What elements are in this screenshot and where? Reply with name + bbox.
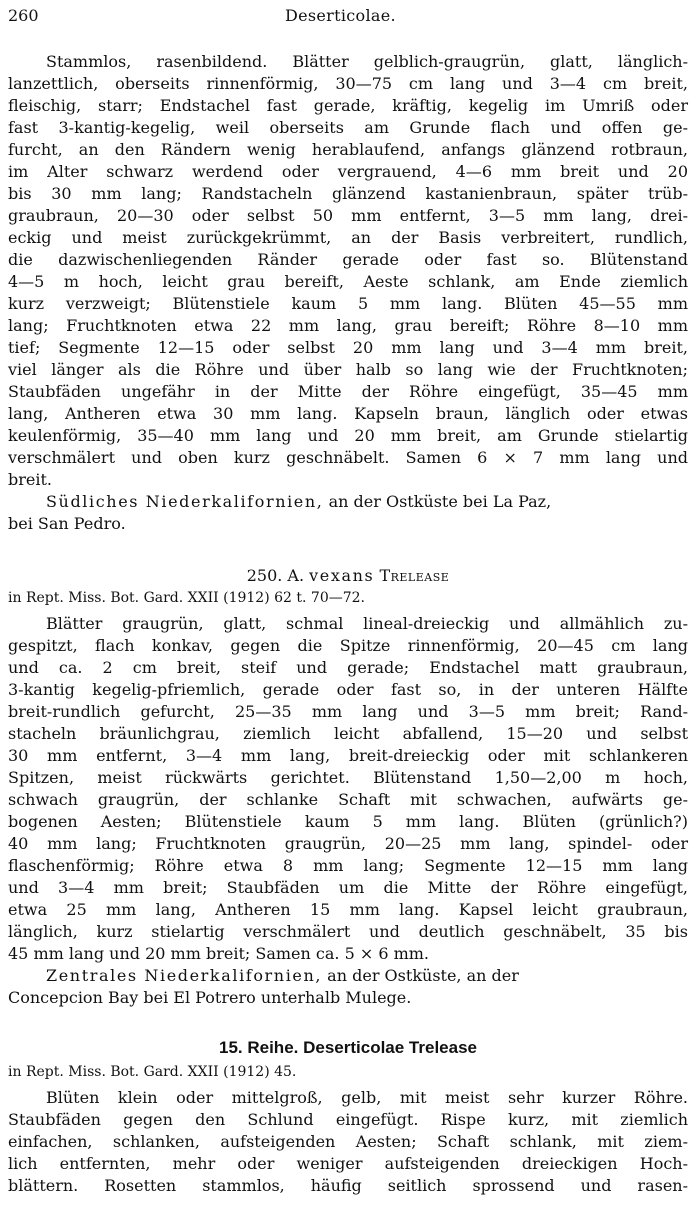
- locality-line-2: Concepcion Bay bei El Potrero unterhalb Mulege.: [8, 988, 412, 1007]
- text-line: flaschenförmig; Röhre etwa 8 mm lang; Segmente 12—15 mm lang: [8, 856, 688, 875]
- locality-detail: an der Ostküste bei La Paz,: [323, 492, 552, 511]
- text-line: fast 3-kantig-kegelig, weil oberseits am Grunde flach und offen ge-: [8, 118, 688, 137]
- text-line: 40 mm lang; Fruchtknoten graugrün, 20—25 mm lang, spindel- oder: [8, 834, 688, 853]
- text-line: verschmälert und oben kurz geschnäbelt. Samen 6 × 7 mm lang und: [8, 448, 688, 467]
- text-line: fleischig, starr; Endstachel fast gerade, kräftig, kegelig im Umriß oder: [8, 96, 688, 115]
- species-epithet: vexans: [309, 566, 375, 585]
- species-heading: [8, 566, 688, 585]
- text-line: bogenen Aesten; Blütenstiele kaum 5 mm lang. Blüten (grünlich?): [8, 812, 688, 831]
- species-author: Trelease: [379, 566, 450, 585]
- text-line: breit.: [8, 470, 52, 489]
- text-line: etwa 25 mm lang, Antheren 15 mm lang. Kapsel leicht graubraun,: [8, 900, 688, 919]
- locality-line: [46, 492, 688, 512]
- text-line: bis 30 mm lang; Randstacheln glänzend kastanienbraun, später trüb-: [8, 184, 688, 203]
- text-line: und 3—4 mm breit; Staubfäden um die Mitte der Röhre eingefügt,: [8, 878, 688, 897]
- text-line: länglich, kurz stielartig verschmälert und deutlich geschnäbelt, 35 bis: [8, 922, 688, 941]
- text-line: blättern. Rosetten stammlos, häufig seitlich sprossend und rasen-: [8, 1176, 688, 1195]
- text-line: Blüten klein oder mittelgroß, gelb, mit meist sehr kurzer Röhre.: [46, 1088, 688, 1107]
- series-citation: in Rept. Miss. Bot. Gard. XXII (1912) 45.: [8, 1064, 297, 1080]
- page-number: 260: [8, 6, 39, 25]
- species-number: 250. A.: [246, 566, 305, 585]
- text-line: breit-rundlich gefurcht, 25—35 mm lang und 3—5 mm breit; Rand-: [8, 702, 688, 721]
- running-head: Deserticolae.: [285, 6, 396, 25]
- text-line: keulenförmig, 35—40 mm lang und 20 mm breit, am Grunde stielartig: [8, 426, 688, 445]
- text-line: einfachen, schlanken, aufsteigenden Aesten; Schaft schlank, mit ziem-: [8, 1132, 688, 1151]
- text-line: Spitzen, meist rückwärts gerichtet. Blütenstand 1,50—2,00 m hoch,: [8, 768, 688, 787]
- text-line: 3-kantig kegelig-pfriemlich, gerade oder fast so, in der unteren Hälfte: [8, 680, 688, 699]
- locality-detail: an der Ostküste, an der: [322, 966, 519, 985]
- text-line: 45 mm lang und 20 mm breit; Samen ca. 5 × 6 mm.: [8, 944, 430, 963]
- locality-region: Südliches Niederkalifornien,: [46, 492, 324, 511]
- text-line: schwach graugrün, der schlanke Schaft mit schwachen, aufwärts ge-: [8, 790, 688, 809]
- text-line: Staubfäden gegen den Schlund eingefügt. Rispe kurz, mit ziemlich: [8, 1110, 688, 1129]
- document-page: [8, 0, 688, 1211]
- text-line: viel länger als die Röhre und über halb so lang wie der Fruchtknoten;: [8, 360, 688, 379]
- locality-line: [46, 966, 688, 986]
- text-line: 4—5 m hoch, leicht grau bereift, Aeste schlank, am Ende ziemlich: [8, 272, 688, 291]
- page-header: [8, 6, 688, 28]
- text-line: lanzettlich, oberseits rinnenförmig, 30—75 cm lang und 3—4 cm breit,: [8, 74, 688, 93]
- text-line: graubraun, 20—30 oder selbst 50 mm entfernt, 3—5 mm lang, drei-: [8, 206, 688, 225]
- text-line: eckig und meist zurückgekrümmt, an der Basis verbreitert, rundlich,: [8, 228, 688, 247]
- text-line: 30 mm entfernt, 3—4 mm lang, breit-dreieckig oder mit schlankeren: [8, 746, 688, 765]
- series-heading: 15. Reihe. Deserticolae Trelease: [219, 1038, 477, 1057]
- text-line: lang, Antheren etwa 30 mm lang. Kapseln braun, länglich oder etwas: [8, 404, 688, 423]
- text-line: lich entfernten, mehr oder weniger aufsteigenden dreieckigen Hoch-: [8, 1154, 688, 1173]
- text-line: gespitzt, flach konkav, gegen die Spitze rinnenförmig, 20—45 cm lang: [8, 636, 688, 655]
- text-line: und ca. 2 cm breit, steif und gerade; Endstachel matt graubraun,: [8, 658, 688, 677]
- text-line: Stammlos, rasenbildend. Blätter gelblich-graugrün, glatt, länglich-: [46, 52, 688, 71]
- text-line: kurz verzweigt; Blütenstiele kaum 5 mm lang. Blüten 45—55 mm: [8, 294, 688, 313]
- locality-line-2: bei San Pedro.: [8, 514, 126, 533]
- text-line: tief; Segmente 12—15 oder selbst 20 mm lang und 3—4 mm breit,: [8, 338, 688, 357]
- text-line: stacheln bräunlichgrau, ziemlich leicht abfallend, 15—20 und selbst: [8, 724, 688, 743]
- text-line: im Alter schwarz werdend oder vergrauend, 4—6 mm breit und 20: [8, 162, 688, 181]
- text-line: Staubfäden ungefähr in der Mitte der Röhre eingefügt, 35—45 mm: [8, 382, 688, 401]
- locality-region: Zentrales Niederkalifornien,: [46, 966, 323, 985]
- text-line: die dazwischenliegenden Ränder gerade oder fast so. Blütenstand: [8, 250, 688, 269]
- text-line: lang; Fruchtknoten etwa 22 mm lang, grau bereift; Röhre 8—10 mm: [8, 316, 688, 335]
- text-line: Blätter graugrün, glatt, schmal lineal-dreieckig und allmählich zu-: [46, 614, 688, 633]
- species-citation: in Rept. Miss. Bot. Gard. XXII (1912) 62 t. 70—72.: [8, 590, 365, 606]
- text-line: furcht, an den Rändern wenig herablaufend, anfangs glänzend rotbraun,: [8, 140, 688, 159]
